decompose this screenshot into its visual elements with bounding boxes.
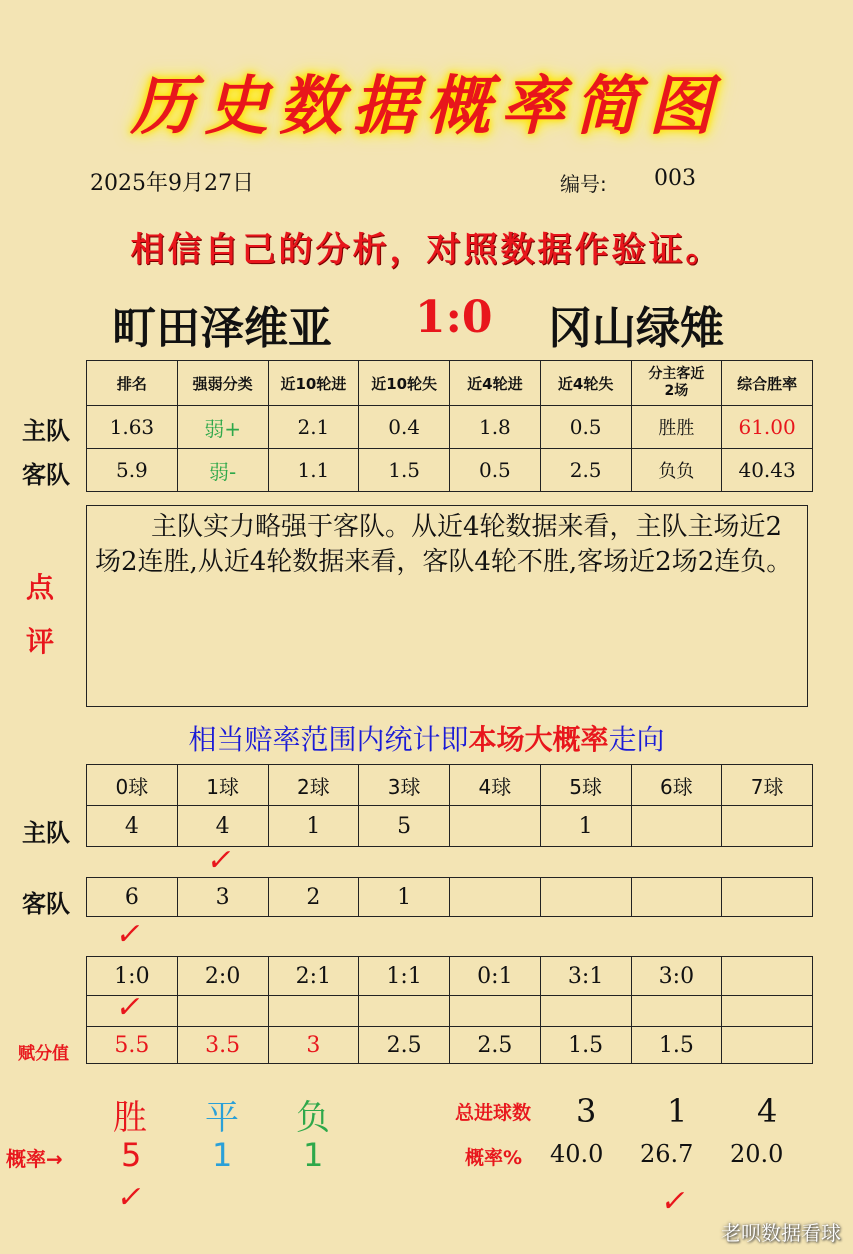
goals-home-label: 主队 (22, 819, 70, 847)
away-team-name: 冈山绿雉 (548, 303, 724, 354)
stats-cell: 负负 (631, 449, 722, 492)
goals-header-row (87, 765, 813, 806)
goals-home-row (87, 806, 813, 847)
goals-header: 4球 (450, 765, 541, 806)
points-label: 赋分值 (18, 1044, 69, 1064)
goals-cell: 1 (359, 878, 450, 917)
probability-percent-value: 26.7 (640, 1140, 694, 1168)
scores-table (86, 956, 813, 1064)
stats-cell: 弱+ (177, 406, 268, 449)
checkmark-icon: ✓ (114, 1180, 147, 1215)
score-cell: 0:1 (450, 957, 541, 996)
comment-label-2: 评 (26, 625, 55, 658)
stats-cell: 胜胜 (631, 406, 722, 449)
points-cell (722, 1027, 813, 1064)
stats-away-row (87, 449, 813, 492)
checkmark-icon: ✓ (204, 843, 237, 878)
slogan: 相信自己的分析，对照数据作验证。 (130, 230, 723, 270)
stats-header: 强弱分类 (177, 361, 268, 406)
goals-header: 0球 (87, 765, 178, 806)
stats-cell: 2.5 (540, 449, 631, 492)
stats-away-label: 客队 (22, 461, 70, 489)
goals-cell (450, 878, 541, 917)
stats-header: 近10轮失 (359, 361, 450, 406)
goals-cell: 2 (268, 878, 359, 917)
empty-cell (722, 996, 813, 1027)
stats-cell: 0.4 (359, 406, 450, 449)
stats-home-label: 主队 (22, 417, 70, 445)
goals-cell (722, 878, 813, 917)
goals-header: 1球 (177, 765, 268, 806)
score-cell: 3:1 (540, 957, 631, 996)
comment-label-1: 点 (26, 571, 55, 604)
goals-cell (722, 806, 813, 847)
stats-cell: 1.5 (359, 449, 450, 492)
goals-away-row (87, 878, 813, 917)
empty-cell (177, 996, 268, 1027)
points-cell: 1.5 (540, 1027, 631, 1064)
total-goals-value: 1 (667, 1092, 688, 1130)
points-cell: 5.5 (87, 1027, 178, 1064)
page-title: 历史数据概率简图 (130, 70, 723, 144)
stats-header-text: 分主客近2场 (648, 366, 705, 399)
serial-value: 003 (654, 166, 696, 191)
goals-cell: 6 (87, 878, 178, 917)
stats-cell: 0.5 (540, 406, 631, 449)
goals-header: 6球 (631, 765, 722, 806)
points-cell: 2.5 (359, 1027, 450, 1064)
stats-cell: 弱- (177, 449, 268, 492)
stats-header: 近4轮进 (450, 361, 541, 406)
points-cell: 1.5 (631, 1027, 722, 1064)
subtitle-part: 走向 (608, 723, 665, 756)
match-score: 1:0 (415, 292, 493, 343)
goals-header: 7球 (722, 765, 813, 806)
points-cell: 2.5 (450, 1027, 541, 1064)
goals-table-home (86, 764, 813, 847)
empty-cell (359, 996, 450, 1027)
stats-header: 近4轮失 (540, 361, 631, 406)
subtitle-highlight: 本场大概率 (468, 723, 609, 756)
goals-cell (540, 878, 631, 917)
comment-text: 主队实力略强于客队。从近4轮数据来看，主队主场近2场2连胜,从近4轮数据来看，客队4轮不胜,客场近2场2连负。 (86, 505, 808, 707)
goals-header: 2球 (268, 765, 359, 806)
stats-home-row (87, 406, 813, 449)
subtitle-part: 相当赔率范围内统计即 (188, 723, 469, 756)
score-cell: 2:1 (268, 957, 359, 996)
score-cell: 1:0 (87, 957, 178, 996)
empty-cell (631, 996, 722, 1027)
goals-away-label: 客队 (22, 890, 70, 918)
stats-cell: 0.5 (450, 449, 541, 492)
stats-header-row (87, 361, 813, 406)
scores-empty-row (87, 996, 813, 1027)
empty-cell (450, 996, 541, 1027)
points-row (87, 1027, 813, 1064)
probability-percent-value: 20.0 (730, 1140, 784, 1168)
total-goals-label: 总进球数 (455, 1102, 532, 1124)
stats-cell: 61.00 (722, 406, 813, 449)
stats-cell: 1.8 (450, 406, 541, 449)
goals-cell (450, 806, 541, 847)
goals-cell (631, 806, 722, 847)
checkmark-icon: ✓ (113, 917, 146, 952)
date: 2025年9月27日 (90, 171, 254, 196)
goals-header: 3球 (359, 765, 450, 806)
empty-cell (268, 996, 359, 1027)
goals-cell: 3 (177, 878, 268, 917)
stats-header: 近10轮进 (268, 361, 359, 406)
home-team-name: 町田泽维亚 (112, 303, 332, 354)
probability-label: 概率→ (6, 1147, 63, 1171)
points-cell: 3 (268, 1027, 359, 1064)
stats-table (86, 360, 813, 492)
draw-value: 1 (212, 1136, 233, 1174)
win-value: 5 (121, 1136, 142, 1174)
draw-label: 平 (205, 1098, 239, 1138)
score-cell: 1:1 (359, 957, 450, 996)
total-goals-value: 4 (757, 1092, 778, 1130)
points-cell: 3.5 (177, 1027, 268, 1064)
empty-cell (540, 996, 631, 1027)
checkmark-icon: ✓ (658, 1184, 691, 1219)
goals-cell (631, 878, 722, 917)
goals-cell: 4 (87, 806, 178, 847)
stats-header: 综合胜率 (722, 361, 813, 406)
goals-cell: 1 (268, 806, 359, 847)
loss-label: 负 (296, 1098, 330, 1138)
section-subtitle (0, 718, 853, 758)
probability-percent-value: 40.0 (550, 1140, 604, 1168)
stats-cell: 5.9 (87, 449, 178, 492)
total-goals-value: 3 (576, 1092, 597, 1130)
score-cell: 2:0 (177, 957, 268, 996)
goals-cell: 4 (177, 806, 268, 847)
checkmark-icon: ✓ (113, 990, 146, 1025)
serial-label: 编号: (560, 172, 607, 196)
loss-value: 1 (303, 1136, 324, 1174)
goals-cell: 5 (359, 806, 450, 847)
goals-table-away (86, 877, 813, 917)
goals-header: 5球 (540, 765, 631, 806)
probability-percent-label: 概率% (465, 1147, 523, 1169)
win-label: 胜 (113, 1098, 147, 1138)
stats-cell: 2.1 (268, 406, 359, 449)
stats-cell: 40.43 (722, 449, 813, 492)
goals-cell: 1 (540, 806, 631, 847)
stats-cell: 1.1 (268, 449, 359, 492)
watermark: 老呗数据看球 (721, 1221, 841, 1245)
score-cell (722, 957, 813, 996)
stats-cell: 1.63 (87, 406, 178, 449)
scores-row (87, 957, 813, 996)
stats-header (631, 361, 722, 406)
stats-header: 排名 (87, 361, 178, 406)
score-cell: 3:0 (631, 957, 722, 996)
